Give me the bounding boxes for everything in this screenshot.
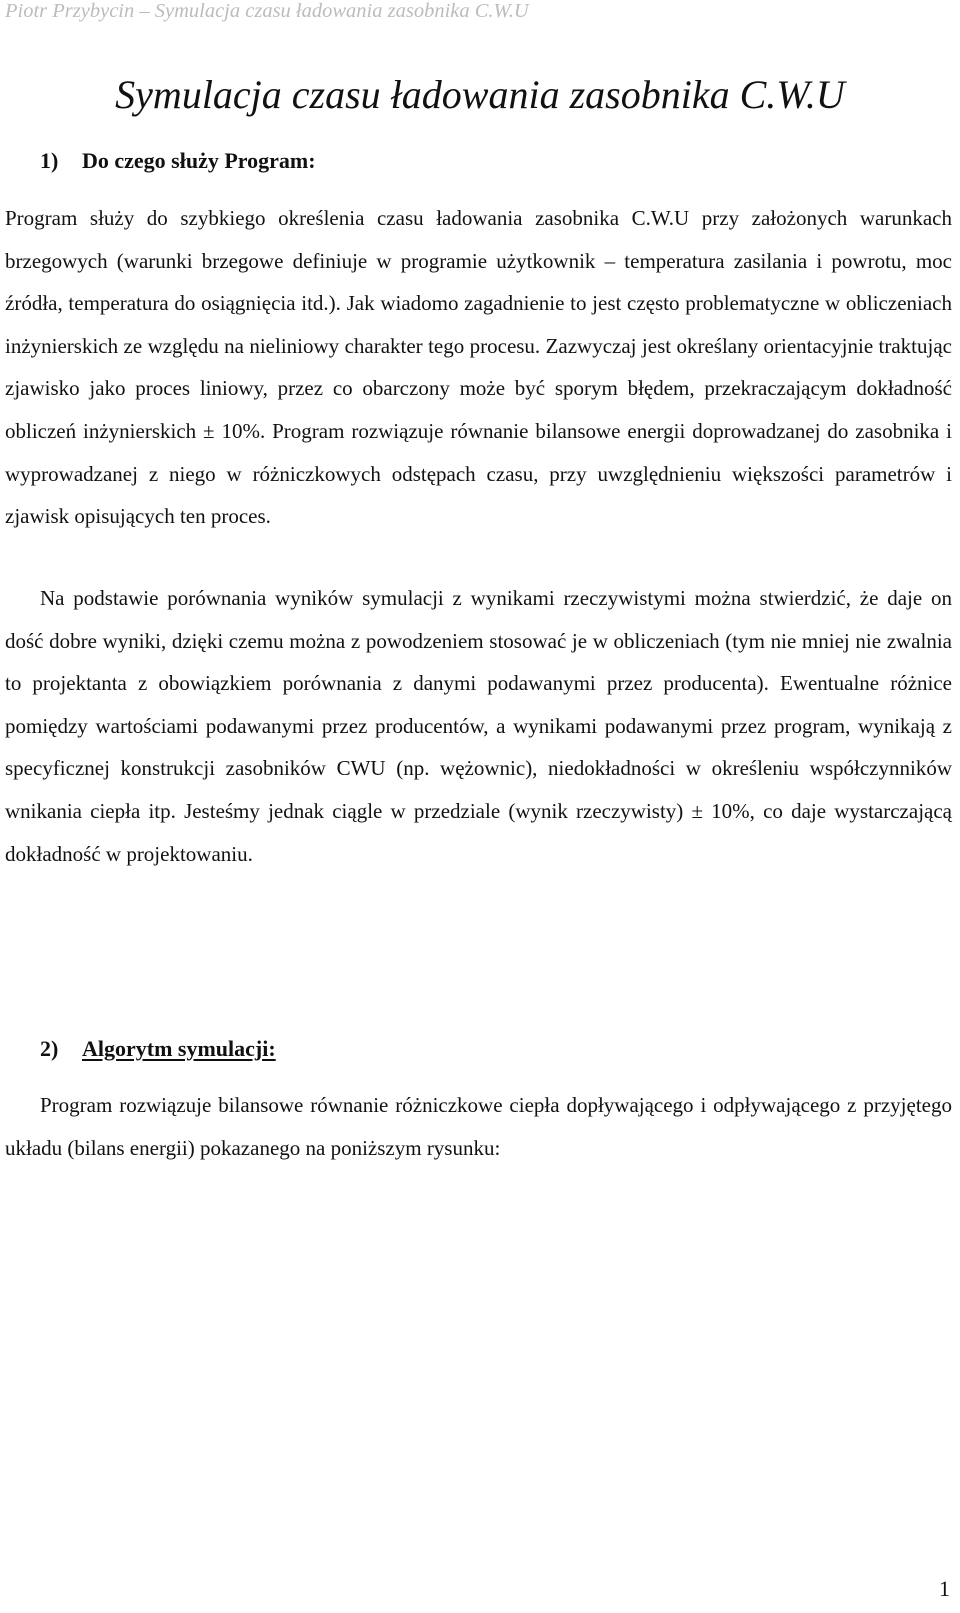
section-heading-text: Do czego służy Program: — [82, 148, 316, 173]
paragraph-comparison-results: Na podstawie porównania wyników symulacji z wynikami rzeczywistymi można stwierdzić, że daje on dość dobre wyniki, dzięki czemu można z powodzeniem stosować je w obliczeniach (tym nie mniej nie zwalnia to projektanta z obowiązkiem porównania z danymi podawanymi przez producenta). Ewentualne różnice pomiędzy wartościami podawanymi przez producentów, a wynikami podawanymi przez program, wynikają z specyficznej konstrukcji zasobników CWU (np. wężownic), niedokładności w określeniu współczynników wnikania ciepła itp. Jesteśmy jednak ciągle w przedziale (wynik rzeczywisty) ± 10%, co daje wystarczającą dokładność w projektowaniu. — [5, 586, 952, 866]
page-number: 1 — [939, 1576, 950, 1601]
section-heading-algorithm — [40, 1036, 276, 1062]
document-title: Symulacja czasu ładowania zasobnika C.W.U — [115, 72, 845, 117]
running-header: Piotr Przybycin – Symulacja czasu ładowania zasobnika C.W.U — [5, 0, 529, 22]
paragraph-algorithm: Program rozwiązuje bilansowe równanie różniczkowe ciepła dopływającego i odpływającego z przyjętego układu (bilans energii) pokazanego na poniższym rysunku: — [5, 1093, 952, 1160]
section-heading-text: Algorytm symulacji: — [82, 1036, 276, 1061]
section-number: 2) — [40, 1036, 59, 1061]
section-number: 1) — [40, 148, 59, 173]
paragraph-program-purpose: Program służy do szybkiego określenia czasu ładowania zasobnika C.W.U przy założonych warunkach brzegowych (warunki brzegowe definiuje w programie użytkownik – temperatura zasilania i powrotu, moc źródła, temperatura do osiągnięcia itd.). Jak wiadomo zagadnienie to jest często problematyczne w obliczeniach inżynierskich ze względu na nieliniowy charakter tego procesu. Zazwyczaj jest określany orientacyjnie traktując zjawisko jako proces liniowy, przez co obarczony może być sporym błędem, przekraczającym dokładność obliczeń inżynierskich ± 10%. Program rozwiązuje równanie bilansowe energii doprowadzanej do zasobnika i wyprowadzanej z niego w różniczkowych odstępach czasu, przy uwzględnieniu większości parametrów i zjawisk opisujących ten proces. — [5, 206, 952, 529]
section-heading-purpose — [40, 148, 316, 174]
